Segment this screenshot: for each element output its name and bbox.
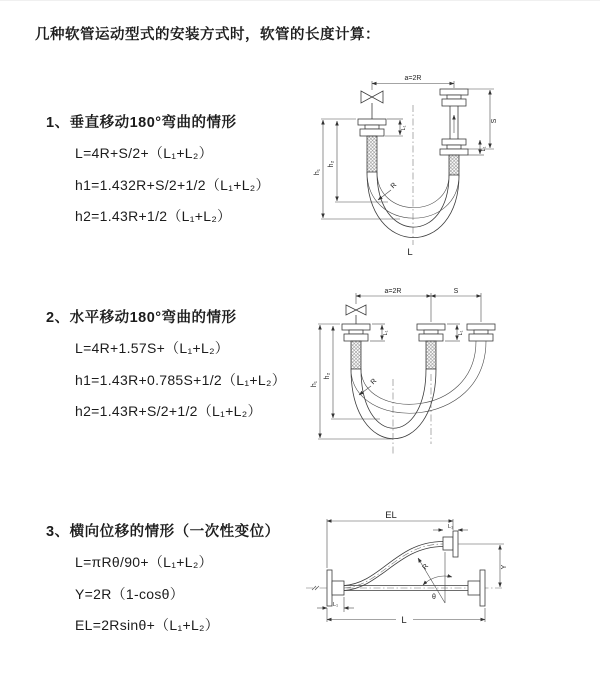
dim-label-l: L	[407, 247, 413, 258]
formula-el: EL=2Rsinθ+（L₁+L₂）	[75, 617, 220, 633]
middle-fitting	[417, 324, 445, 369]
dim-h1	[314, 119, 400, 219]
dim-l1-left	[385, 119, 407, 136]
dim-l1-right	[468, 140, 487, 155]
dim-y	[500, 545, 508, 587]
section-horizontal-180	[46, 306, 286, 433]
formula-y: Y=2R（1-cosθ）	[75, 585, 185, 602]
dim-a-2r	[356, 288, 481, 322]
dim-l1-middle	[445, 324, 464, 341]
angle-construction	[418, 552, 452, 603]
radius-label: R	[389, 181, 399, 191]
radius-label: R	[369, 377, 379, 387]
right-flange	[468, 570, 485, 606]
left-flange	[327, 570, 344, 606]
dim-s	[468, 89, 498, 152]
dim-l1-top	[433, 524, 468, 530]
dim-label-l1: L₁	[401, 125, 407, 131]
hose-loop-arcs	[351, 341, 486, 439]
section-3-heading: 3、横向位移的情形（一次性变位）	[46, 524, 280, 540]
dim-label-l1: L₁	[383, 330, 389, 336]
section-lateral-displacement	[46, 520, 280, 647]
dim-label-h1: h₁	[311, 380, 318, 388]
dim-label-l1: L₁	[481, 146, 487, 152]
right-fitting-moved-position	[467, 324, 495, 341]
dim-label-l1: L₁	[448, 524, 453, 530]
diagram-lateral-displacement	[296, 504, 596, 654]
right-pipe-two-positions	[440, 89, 468, 175]
formula-l: L=4R+1.57S+（L₁+L₂）	[75, 340, 230, 356]
curved-hose-displaced-position	[344, 531, 458, 591]
dim-label-el: EL	[385, 510, 397, 521]
formula-l: L=πRθ/90+（L₁+L₂）	[75, 554, 213, 570]
dim-a-2r	[372, 75, 454, 90]
dim-label-h2: h₂	[328, 160, 335, 168]
formula-h2: h2=1.43R+S/2+1/2（L₁+L₂）	[75, 403, 262, 419]
dim-label-h1: h₁	[314, 168, 321, 176]
dim-label-s: S	[453, 288, 459, 295]
dim-label-a2r: a=2R	[384, 288, 402, 295]
formula-h1: h1=1.43R+0.785S+1/2（L₁+L₂）	[75, 371, 286, 388]
section-2-heading: 2、水平移动180°弯曲的情形	[46, 310, 237, 326]
formula-h1: h1=1.432R+S/2+1/2（L₁+L₂）	[75, 176, 270, 193]
dim-label-l: L	[401, 615, 407, 626]
dim-l1-left	[317, 597, 354, 612]
page-title: 几种软管运动型式的安装方式时，软管的长度计算：	[35, 27, 380, 43]
diagram-vertical-180-bend	[308, 69, 578, 265]
dim-label-l1: L₁	[333, 602, 338, 608]
valve-icon	[361, 91, 383, 119]
left-fitting	[358, 119, 386, 172]
diagram-horizontal-180-bend	[305, 284, 590, 464]
radius-label: R	[421, 562, 431, 572]
dim-label-s: S	[491, 118, 498, 124]
radius-leader	[378, 182, 398, 200]
dim-l1-left	[370, 324, 389, 341]
formula-h2: h2=1.43R+1/2（L₁+L₂）	[75, 208, 232, 224]
left-fitting	[342, 324, 370, 369]
formula-l: L=4R+S/2+（L₁+L₂）	[75, 145, 213, 161]
dim-label-y: Y	[501, 564, 508, 570]
valve-icon	[346, 305, 366, 324]
dim-label-l1: L₁	[458, 330, 464, 336]
angle-label: θ	[432, 594, 436, 601]
dim-label-h2: h₂	[324, 372, 331, 380]
section-1-heading: 1、垂直移动180°弯曲的情形	[46, 115, 237, 131]
section-vertical-180	[46, 111, 270, 238]
dim-l	[327, 608, 485, 626]
dim-label-a2r: a=2R	[404, 75, 422, 82]
dim-el	[327, 510, 453, 568]
